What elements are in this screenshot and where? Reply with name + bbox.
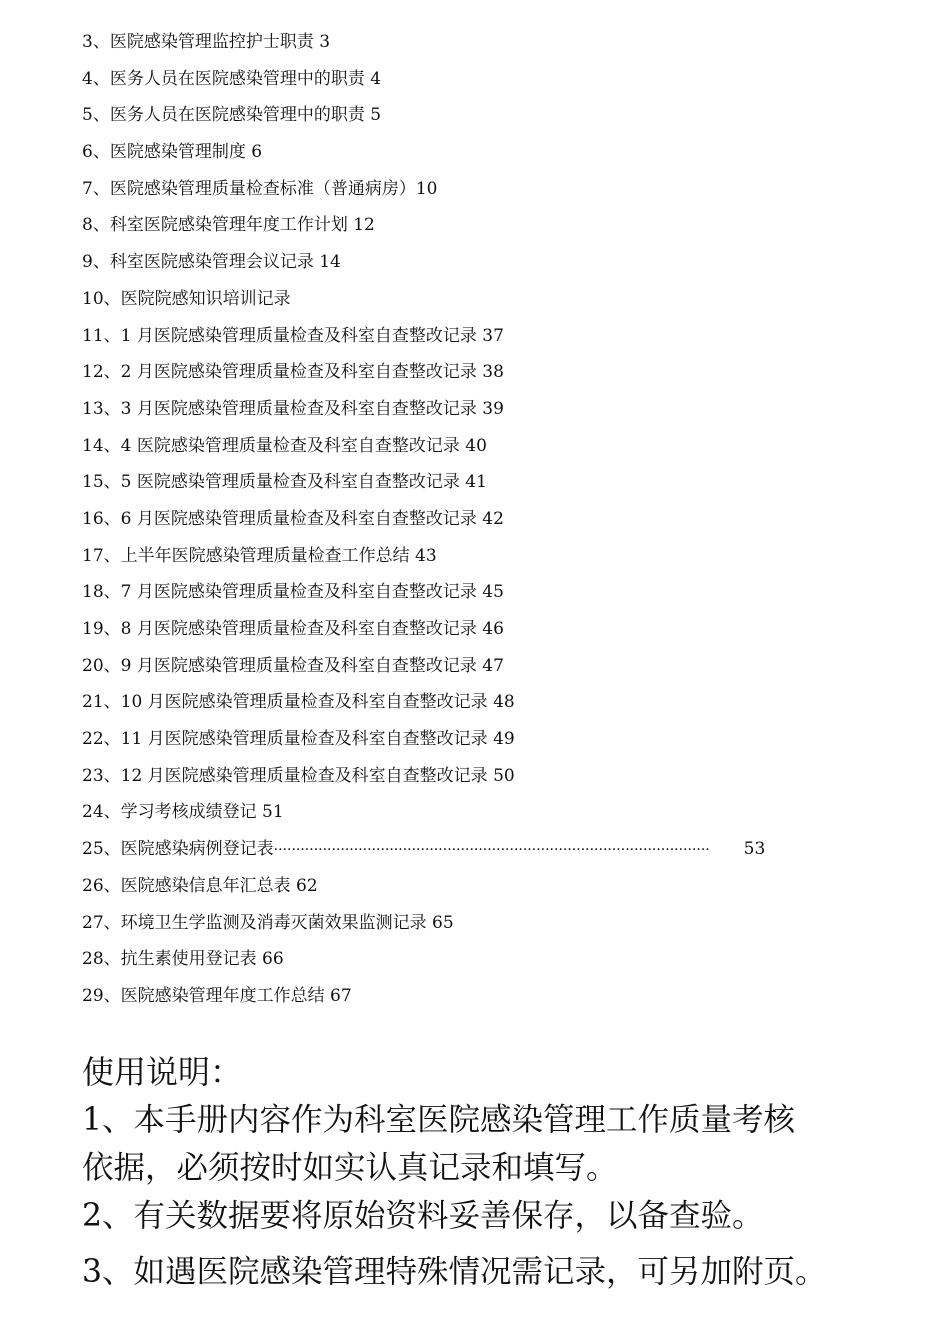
toc-item: 28、抗生素使用登记表 66 [82, 949, 284, 970]
toc-item: 23、12 月医院感染管理质量检查及科室自查整改记录 50 [82, 765, 515, 786]
toc-item: 5、医务人员在医院感染管理中的职责 5 [82, 105, 382, 126]
toc-item: 11、1 月医院感染管理质量检查及科室自查整改记录 37 [82, 325, 504, 346]
toc-item: 18、7 月医院感染管理质量检查及科室自查整改记录 45 [82, 582, 504, 603]
toc-item: 29、医院感染管理年度工作总结 67 [82, 985, 352, 1006]
toc-item: 20、9 月医院感染管理质量检查及科室自查整改记录 47 [82, 655, 504, 676]
usage-instructions [82, 1048, 932, 1296]
toc-item: 13、3 月医院感染管理质量检查及科室自查整改记录 39 [82, 398, 504, 419]
toc-item: 22、11 月医院感染管理质量检查及科室自查整改记录 49 [82, 729, 515, 750]
toc-item: 25、医院感染病例登记表 ·································································································· 53 [82, 831, 902, 868]
toc-item: 26、医院感染信息年汇总表 62 [82, 875, 318, 896]
usage-instruction-line: 1、本手册内容作为科室医院感染管理工作质量考核 [82, 1102, 796, 1138]
toc-item: 15、5 医院感染管理质量检查及科室自查整改记录 41 [82, 472, 487, 493]
toc-item: 19、8 月医院感染管理质量检查及科室自查整改记录 46 [82, 619, 504, 639]
toc-page-number: 53 [743, 839, 766, 860]
toc-item: 16、6 月医院感染管理质量检查及科室自查整改记录 42 [82, 508, 504, 529]
toc-item: 21、10 月医院感染管理质量检查及科室自查整改记录 48 [82, 692, 515, 713]
toc-item: 10、医院院感知识培训记录 [82, 288, 291, 309]
toc-item: 14、4 医院感染管理质量检查及科室自查整改记录 40 [82, 435, 487, 456]
toc-item: 17、上半年医院感染管理质量检查工作总结 43 [82, 545, 437, 566]
toc-item: 12、2 月医院感染管理质量检查及科室自查整改记录 38 [82, 362, 504, 383]
toc-item: 9、科室医院感染管理会议记录 14 [82, 252, 341, 273]
toc-item: 6、医院感染管理制度 6 [82, 142, 263, 163]
toc-leader-dots: ·································································································· [273, 842, 710, 859]
toc-item: 8、科室医院感染管理年度工作计划 12 [82, 215, 375, 236]
toc-item: 24、学习考核成绩登记 51 [82, 802, 284, 823]
usage-instruction-line: 3、如遇医院感染管理特殊情况需记录，可另加附页。 [82, 1254, 827, 1290]
usage-instruction-line: 2、有关数据要将原始资料妥善保存，以备查验。 [82, 1198, 764, 1234]
usage-instruction-line: 依据，必须按时如实认真记录和填写。 [82, 1150, 618, 1186]
toc-item: 4、医务人员在医院感染管理中的职责 4 [82, 68, 382, 89]
usage-instructions-title: 使用说明： [82, 1053, 243, 1091]
toc-item: 27、环境卫生学监测及消毒灭菌效果监测记录 65 [82, 912, 454, 933]
toc-item: 3、医院感染管理监控护士职责 3 [82, 32, 331, 52]
table-of-contents [82, 24, 902, 1015]
toc-item: 7、医院感染管理质量检查标准（普通病房）10 [82, 178, 438, 199]
